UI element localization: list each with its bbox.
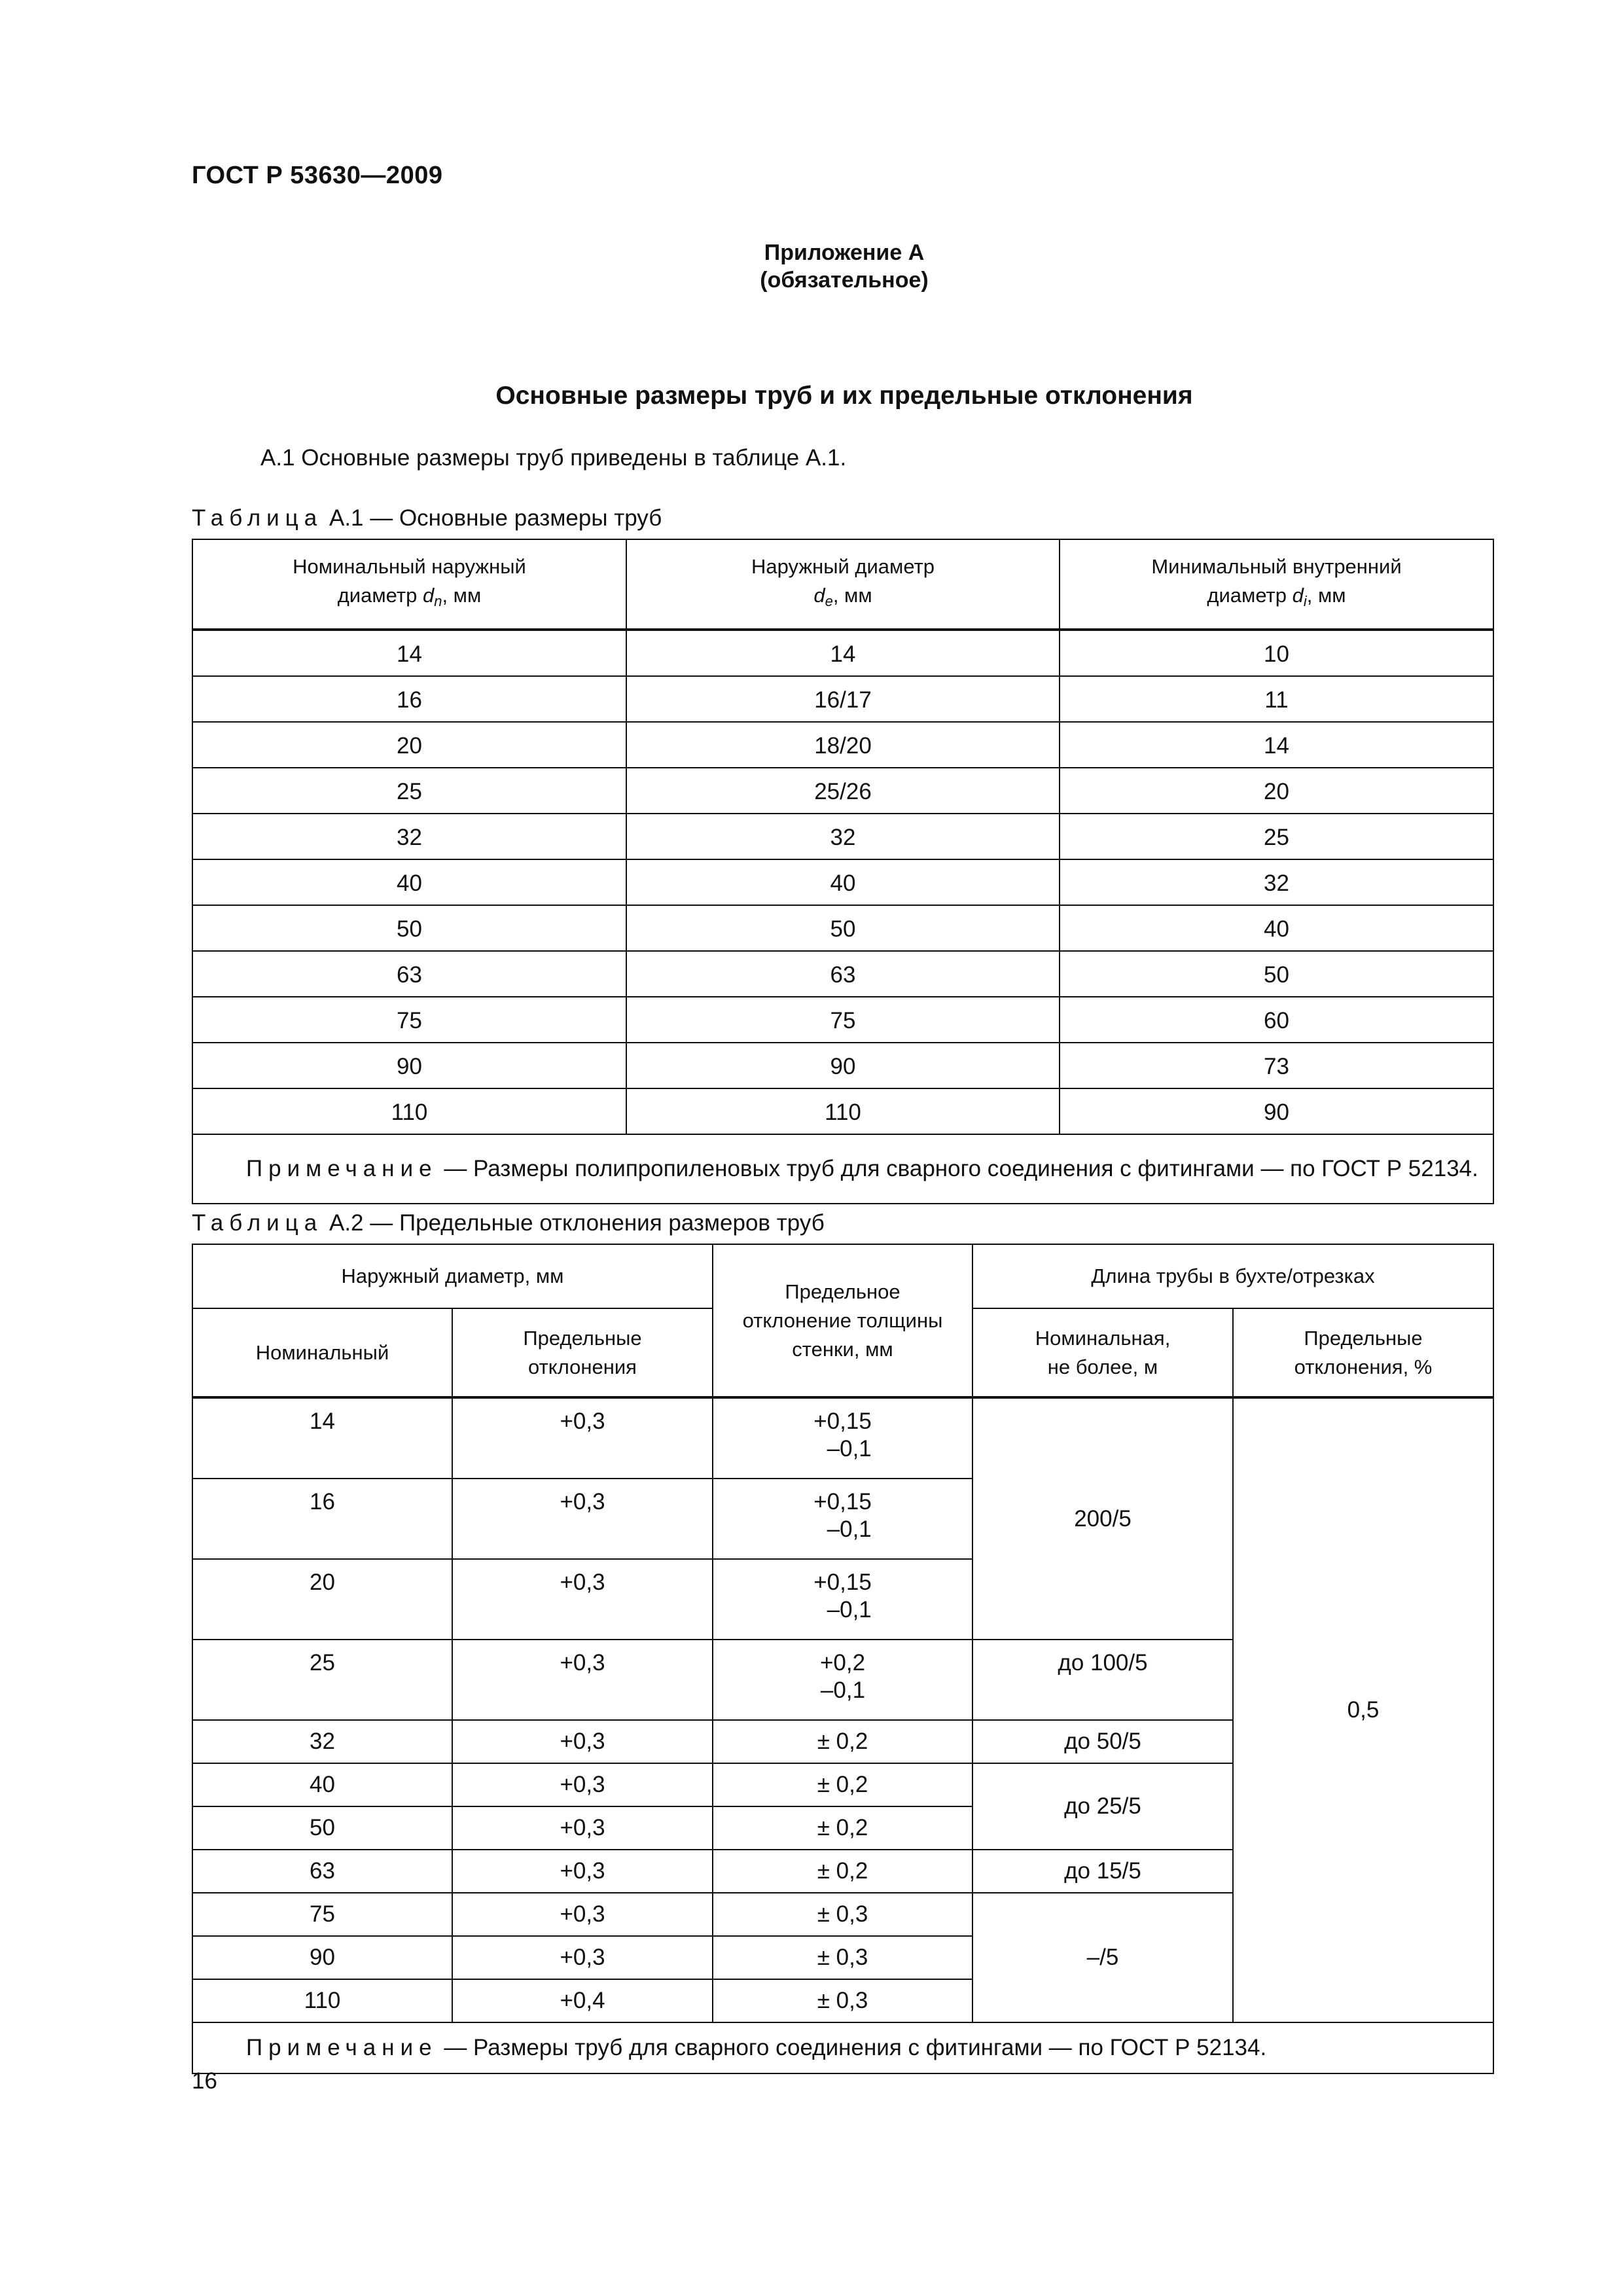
table-row: 63 63 50 <box>192 951 1493 997</box>
note-word: Примечание <box>246 2035 438 2060</box>
table2-header-wall-tolerance: Предельное отклонение толщины стенки, мм <box>713 1244 972 1397</box>
document-header: ГОСТ Р 53630—2009 <box>192 162 443 189</box>
table-row: 20 +0,3 +0,15 –0,1 <box>192 1559 1493 1640</box>
page-number: 16 <box>192 2068 217 2094</box>
table2-note-row <box>192 2022 1493 2073</box>
table2-header-length: Длина трубы в бухте/отрезках <box>972 1244 1493 1308</box>
length-group-200-5: 200/5 <box>972 1397 1233 1640</box>
note-word: Примечание <box>246 1156 438 1181</box>
paragraph-a1: А.1 Основные размеры труб приведены в таблице А.1. <box>260 445 847 471</box>
table-row: 16 +0,3 +0,15 –0,1 <box>192 1479 1493 1559</box>
table-row: 25 25/26 20 <box>192 768 1493 814</box>
section-title: Основные размеры труб и их предельные отклонения <box>495 382 1193 410</box>
length-group-50-5: до 50/5 <box>972 1720 1233 1763</box>
table2-header-length-limit: Предельные отклонения, % <box>1233 1308 1493 1397</box>
table2-header-length-nominal: Номинальная, не более, м <box>972 1308 1233 1397</box>
table-row: 90 90 73 <box>192 1043 1493 1088</box>
table1-header-nominal-outer: Номинальный наружный диаметр $d_n$, мм <box>192 539 626 630</box>
table-row: 14 14 10 <box>192 630 1493 676</box>
table-row: 90 +0,3 ± 0,3 <box>192 1936 1493 1979</box>
length-group-25-5: до 25/5 <box>972 1763 1233 1850</box>
table-row: 40 40 32 <box>192 859 1493 905</box>
length-group-15-5: до 15/5 <box>972 1850 1233 1893</box>
table-row: 110 110 90 <box>192 1088 1493 1134</box>
table2-header-outer-diameter: Наружный диаметр, мм <box>192 1244 713 1308</box>
table-row: 110 +0,4 ± 0,3 <box>192 1979 1493 2022</box>
table-row: 75 +0,3 ± 0,3 –/5 <box>192 1893 1493 1936</box>
table1-caption-word: Таблица <box>192 505 323 531</box>
table1-caption <box>192 505 662 531</box>
length-limit: 0,5 <box>1233 1397 1493 2022</box>
length-group-100-5: до 100/5 <box>972 1640 1233 1720</box>
table2-caption <box>192 1210 825 1236</box>
table2-note <box>192 2022 1493 2073</box>
table-basic-dimensions <box>192 539 1494 1204</box>
table1-caption-text: А.1 — Основные размеры труб <box>329 505 662 531</box>
table-row: 75 75 60 <box>192 997 1493 1043</box>
table-row: 20 18/20 14 <box>192 722 1493 768</box>
table1-header-min-inner: Минимальный внутренний диаметр $d_i$, мм <box>1060 539 1493 630</box>
appendix-title: Приложение А <box>764 240 925 265</box>
table1-note <box>192 1134 1493 1204</box>
table-row: 32 32 25 <box>192 814 1493 859</box>
table2-header-row-1 <box>192 1244 1493 1308</box>
length-group-dash-5: –/5 <box>972 1893 1233 2022</box>
table2-header-nominal: Номинальный <box>192 1308 452 1397</box>
appendix-subtitle: (обязательное) <box>760 268 929 293</box>
table2-header-limit: Предельные отклонения <box>452 1308 713 1397</box>
table2-caption-text: А.2 — Предельные отклонения размеров труб <box>329 1210 825 1236</box>
table-row: 14 +0,3 +0,15 –0,1 200/5 0,5 <box>192 1397 1493 1479</box>
table-dimension-tolerances <box>192 1244 1494 2074</box>
table-row: 25 +0,3 +0,2 –0,1 до 100/5 <box>192 1640 1493 1720</box>
note-text: — Размеры труб для сварного соединения с фитингами — по ГОСТ Р 52134. <box>437 2035 1267 2060</box>
note-text: — Размеры полипропиленовых труб для сварного соединения с фитингами — по ГОСТ Р 52134. <box>437 1156 1478 1181</box>
table1-header-outer: Наружный диаметр $d_e$, мм <box>626 539 1060 630</box>
table-row: 32 +0,3 ± 0,2 до 50/5 <box>192 1720 1493 1763</box>
table1-note-row <box>192 1134 1493 1204</box>
table1-header-row <box>192 539 1493 630</box>
table-row: 16 16/17 11 <box>192 676 1493 722</box>
table-row: 63 +0,3 ± 0,2 до 15/5 <box>192 1850 1493 1893</box>
table-row: 50 50 40 <box>192 905 1493 951</box>
table-row: 50 +0,3 ± 0,2 <box>192 1806 1493 1850</box>
table-row: 40 +0,3 ± 0,2 до 25/5 <box>192 1763 1493 1806</box>
table2-caption-word: Таблица <box>192 1210 323 1236</box>
